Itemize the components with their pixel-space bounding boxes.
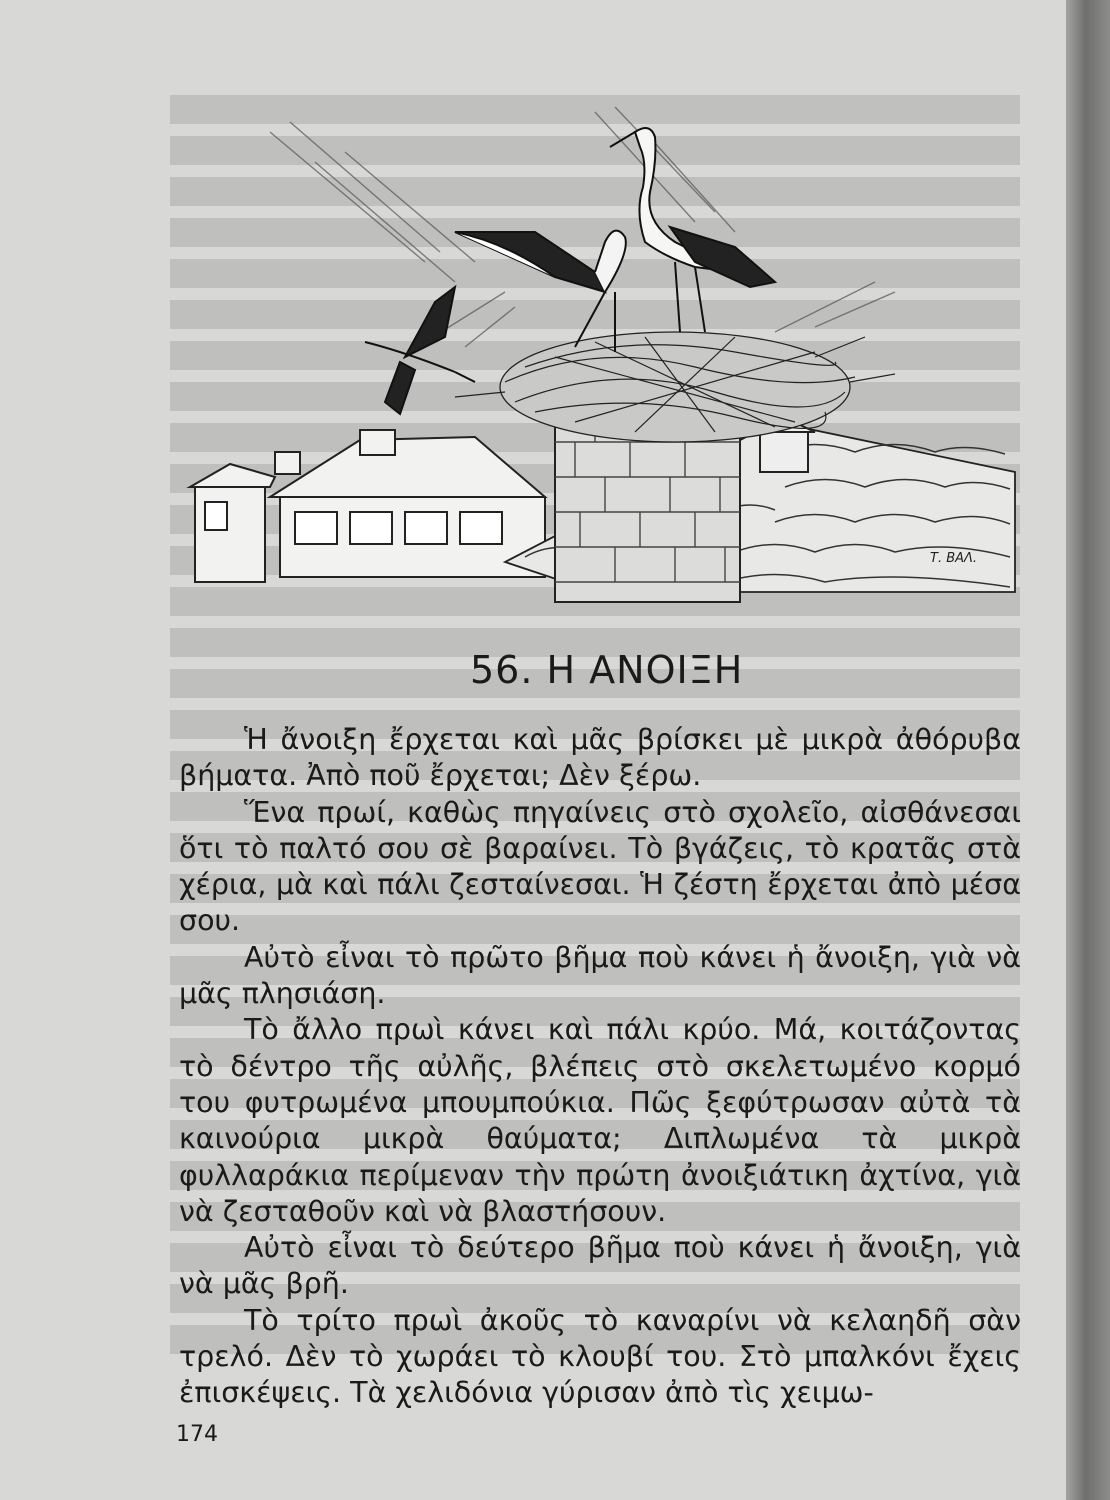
page-number: 174 <box>176 1422 218 1447</box>
chapter-title: 56. Η ΑΝΟΙΞΗ <box>470 648 744 692</box>
paragraph: Αὐτὸ εἶναι τὸ δεύτερο βῆμα ποὺ κάνει ἡ ἄνοιξη, γιὰ νὰ μᾶς βρῆ. <box>179 1231 1021 1301</box>
paragraph: Αὐτὸ εἶναι τὸ πρῶτο βῆμα ποὺ κάνει ἡ ἄνοιξη, γιὰ νὰ μᾶς πλησιάση. <box>179 940 1021 1011</box>
illustration-signature: Τ. ΒΑΛ. <box>930 551 978 566</box>
storks-nest-illustration <box>175 92 1030 622</box>
paragraph: Ἡ ἄνοιξη ἔρχεται καὶ μᾶς βρίσκει μὲ μικρὰ ἀθόρυβα βήματα. Ἀπὸ ποῦ ἔρχεται; Δὲν ξέρω. <box>179 723 1021 793</box>
page-edge-shadow <box>1066 0 1110 1500</box>
paragraph: Ἕνα πρωί, καθὼς πηγαίνεις στὸ σχολεῖο, αἰσθάνεσαι ὅτι τὸ παλτό σου σὲ βαραίνει. Τὸ βγάζεις, τὸ κρατᾶς στὰ χέρια, μὰ καὶ πάλι ζεσταίνεσαι. Ἡ ζέστη ἔρχεται ἀπὸ μέσα σου. <box>179 795 1021 938</box>
paragraph: Τὸ ἄλλο πρωὶ κάνει καὶ πάλι κρύο. Μά, κοιτάζοντας τὸ δέντρο τῆς αὐλῆς, βλέπεις στὸ σκελετωμένο κορμό του φυτρωμένα μπουμπούκια. Πῶς ξεφύτρωσαν αὐτὰ τὰ καινούρια μικρὰ θαύματα; Διπλωμένα τὰ μικρὰ φυλλαράκια περίμεναν τὴν πρώτη ἀνοιξιάτικη ἀχτίνα, γιὰ νὰ ζεσταθοῦν καὶ νὰ βλαστήσουν. <box>179 1013 1021 1228</box>
body-text <box>179 722 1021 1412</box>
paragraph: Τὸ τρίτο πρωὶ ἀκοῦς τὸ καναρίνι νὰ κελαηδῆ σὰν τρελό. Δὲν τὸ χωράει τὸ κλουβί του. Στὸ μπαλκόνι ἔχεις ἐπισκέψεις. Τὰ χελιδόνια γύρισαν ἀπὸ τὶς χειμω- <box>179 1303 1021 1410</box>
